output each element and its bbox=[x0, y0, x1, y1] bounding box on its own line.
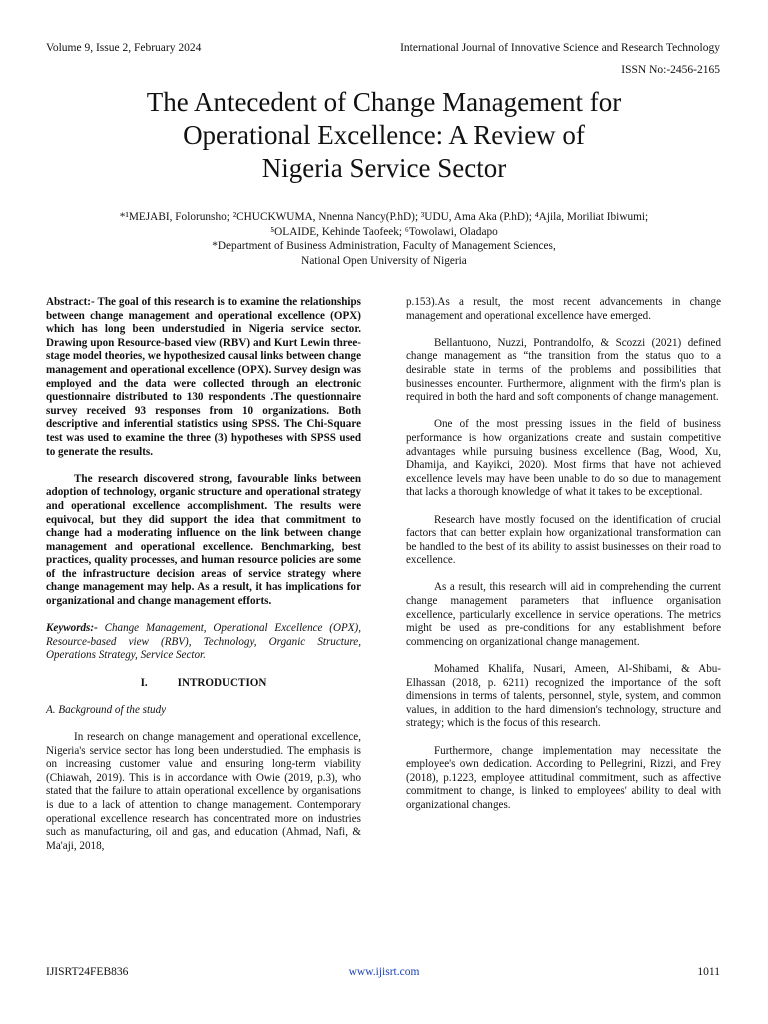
author-block bbox=[40, 210, 728, 268]
body-paragraph: In research on change management and operational excellence, Nigeria's service sector has long been understudied. The emphasis is on increasing customer value and ensuring long-term viability (Chiawah, 2019). This is in accordance with Owie (2019, p.3), who stated that the failure to attain operational excellence by organisations is due to a lack of attention to change management. Contemporary operational excellence research has concentrated more on industries such as manufacturing, oil and gas, and education (Ahmad, Nafi, & Ma'aji, 2018, bbox=[46, 731, 361, 852]
issn: ISSN No:-2456-2165 bbox=[621, 64, 720, 76]
title-line: Operational Excellence: A Review of bbox=[183, 120, 585, 150]
body-paragraph: One of the most pressing issues in the field of business performance is how organizations create and sustain competitive advantages while pursuing business excellence (Bag, Wood, Xu, Dhamija, and Kayikci, 2020). Most firms that have not achieved excellence levels may have been unable to do so due to management that lacks a thorough knowledge of what it takes to be exceptional. bbox=[406, 418, 721, 499]
left-column bbox=[46, 296, 361, 867]
journal-volume: Volume 9, Issue 2, February 2024 bbox=[46, 42, 202, 54]
title-line: Nigeria Service Sector bbox=[261, 153, 507, 183]
keywords-text: Change Management, Operational Excellence (OPX), Resource-based view (RBV), Technology, Organic Structure, Operations Strategy, Service Sector. bbox=[46, 622, 361, 662]
keywords bbox=[46, 622, 361, 663]
paper-title bbox=[60, 86, 708, 185]
body-paragraph: Research have mostly focused on the identification of crucial factors that can better explain how organizational transformation can be handled to the best of its ability to assist businesses on their road to excellence. bbox=[406, 513, 721, 567]
body-paragraph: Mohamed Khalifa, Nusari, Ameen, Al-Shibami, & Abu-Elhassan (2018, p. 6211) recognized the importance of the soft dimensions in terms of talents, personnel, style, system, and common values, in addition to the hard dimension's technology, structure and strategy; which is the focus of this research. bbox=[406, 663, 721, 730]
author-list-cont: ⁵OLAIDE, Kehinde Taofeek; ⁶Towolawi, Oladapo bbox=[270, 225, 498, 238]
body-paragraph: Bellantuono, Nuzzi, Pontrandolfo, & Scozzi (2021) defined change management as “the transition from the status quo to a desirable state in terms of the problems and possibilities that businesses encounter. Furthermore, alignment with the firm's plan is required in both the hard and soft components of change management. bbox=[406, 336, 721, 404]
abstract-paragraph: Abstract:- The goal of this research is to examine the relationships between change management and operational excellence (OPX) which has long been understudied in Nigeria service sector. Drawing upon Resource-based view (RBV) and Kurt Lewin three-stage model theories, we hypothesized causal links between change management and operational excellence (OPX). Survey design was employed and the data were collected through an electronic questionnaire distributed to 130 respondents .The questionnaire survey received 93 responses from 10 organizations. Both descriptive and inferential statistics using SPSS. The Chi-Square test was used to examine the three (3) hypotheses with SPSS used to generate the results. bbox=[46, 296, 361, 458]
abstract-paragraph: The research discovered strong, favourable links between adoption of technology, organic structure and operational strategy and operational excellence accomplishment. The results were equivocal, but they did support the idea that commitment to change had a moderating influence on the link between change management and operational excellence. Benchmarking, best practices, quality processes, and human resource policies are some of the infrastructure decision areas of service strategy where change management may help. As a result, it has implications for organizational and change management efforts. bbox=[46, 472, 361, 608]
keywords-label: Keywords:- bbox=[46, 622, 98, 635]
author-list: *¹MEJABI, Folorunsho; ²CHUCKWUMA, Nnenna Nancy(P.hD); ³UDU, Ama Aka (P.hD); ⁴Ajila, Moriliat Ibiwumi; bbox=[119, 211, 649, 223]
body-paragraph: p.153).As a result, the most recent advancements in change management and operational excellence have emerged. bbox=[406, 296, 721, 322]
section-title: INTRODUCTION bbox=[177, 676, 267, 689]
right-column bbox=[406, 296, 721, 826]
affiliation-university: National Open University of Nigeria bbox=[301, 254, 467, 267]
journal-name: International Journal of Innovative Science and Research Technology bbox=[400, 42, 720, 54]
section-number: I. bbox=[140, 676, 148, 689]
affiliation-dept: *Department of Business Administration, Faculty of Management Sciences, bbox=[212, 240, 556, 252]
subsection-heading: A. Background of the study bbox=[46, 703, 167, 716]
body-paragraph: As a result, this research will aid in comprehending the current change management parameters that influence organisation excellence, particularly excellence in service operations. The metrics might be used as pre-conditions for any establishment before commencing on organizational change management. bbox=[406, 581, 721, 648]
paper-id: IJISRT24FEB836 bbox=[46, 966, 129, 978]
page-number: 1011 bbox=[697, 966, 720, 978]
journal-website-link[interactable]: www.ijisrt.com bbox=[348, 966, 420, 978]
section-heading-introduction bbox=[46, 677, 361, 691]
body-paragraph: Furthermore, change implementation may necessitate the employee's own dedication. According to Pellegrini, Rizzi, and Frey (2018), p.1223, employee attitudinal commitment, such as affective commitment to change, is linked to employees' ability to deal with organizational changes. bbox=[406, 744, 721, 811]
title-line: The Antecedent of Change Management for bbox=[146, 87, 622, 117]
